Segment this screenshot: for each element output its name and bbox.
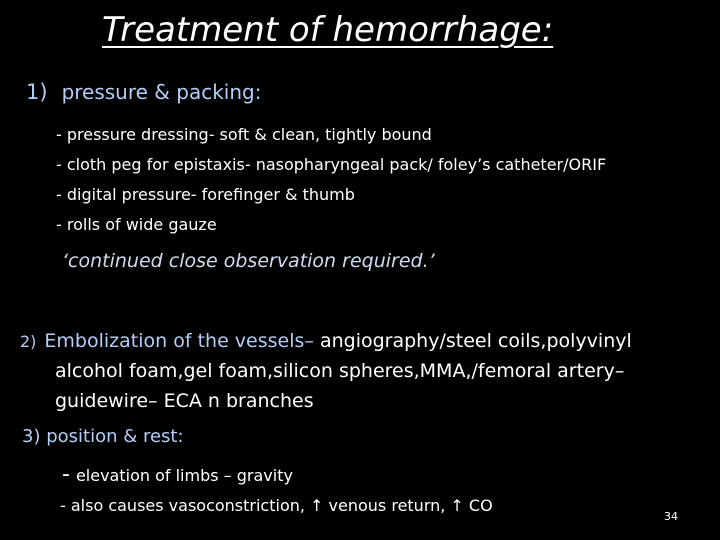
- section-2-line-1: angiography/steel coils,polyvinyl: [313, 330, 632, 352]
- section-1-heading: [26, 80, 261, 104]
- section-1-number: 1): [26, 80, 48, 104]
- section-1-bullet-2: - cloth peg for epistaxis- nasopharyngeal pack/ foley’s catheter/ORIF: [56, 155, 607, 174]
- section-3-bullet-1-dash: -: [62, 462, 70, 487]
- section-3-bullet-2: - also causes vasoconstriction, ↑ venous return, ↑ CO: [60, 496, 493, 515]
- section-2-line-3: guidewire– ECA n branches: [55, 390, 314, 412]
- section-2-line-2: alcohol foam,gel foam,silicon spheres,MMA,/femoral artery–: [55, 360, 625, 382]
- section-1-bullet-1: - pressure dressing- soft & clean, tightly bound: [56, 125, 432, 144]
- section-1-bullet-4: - rolls of wide gauze: [56, 215, 217, 234]
- section-1-bullet-3: - digital pressure- forefinger & thumb: [56, 185, 355, 204]
- section-3-bullet-1-text: elevation of limbs – gravity: [75, 466, 293, 485]
- section-2-number: 2): [20, 332, 37, 351]
- section-3-bullet-1: [62, 462, 293, 487]
- slide-title: Treatment of hemorrhage:: [102, 10, 554, 50]
- observation-note: ‘continued close observation required.’: [62, 250, 435, 272]
- section-2-heading: [20, 330, 632, 352]
- section-1-heading-text: pressure & packing:: [61, 80, 262, 104]
- page-number: 34: [664, 510, 678, 523]
- section-2-heading-text: Embolization of the vessels–: [44, 330, 314, 352]
- section-3-heading: 3) position & rest:: [22, 426, 184, 447]
